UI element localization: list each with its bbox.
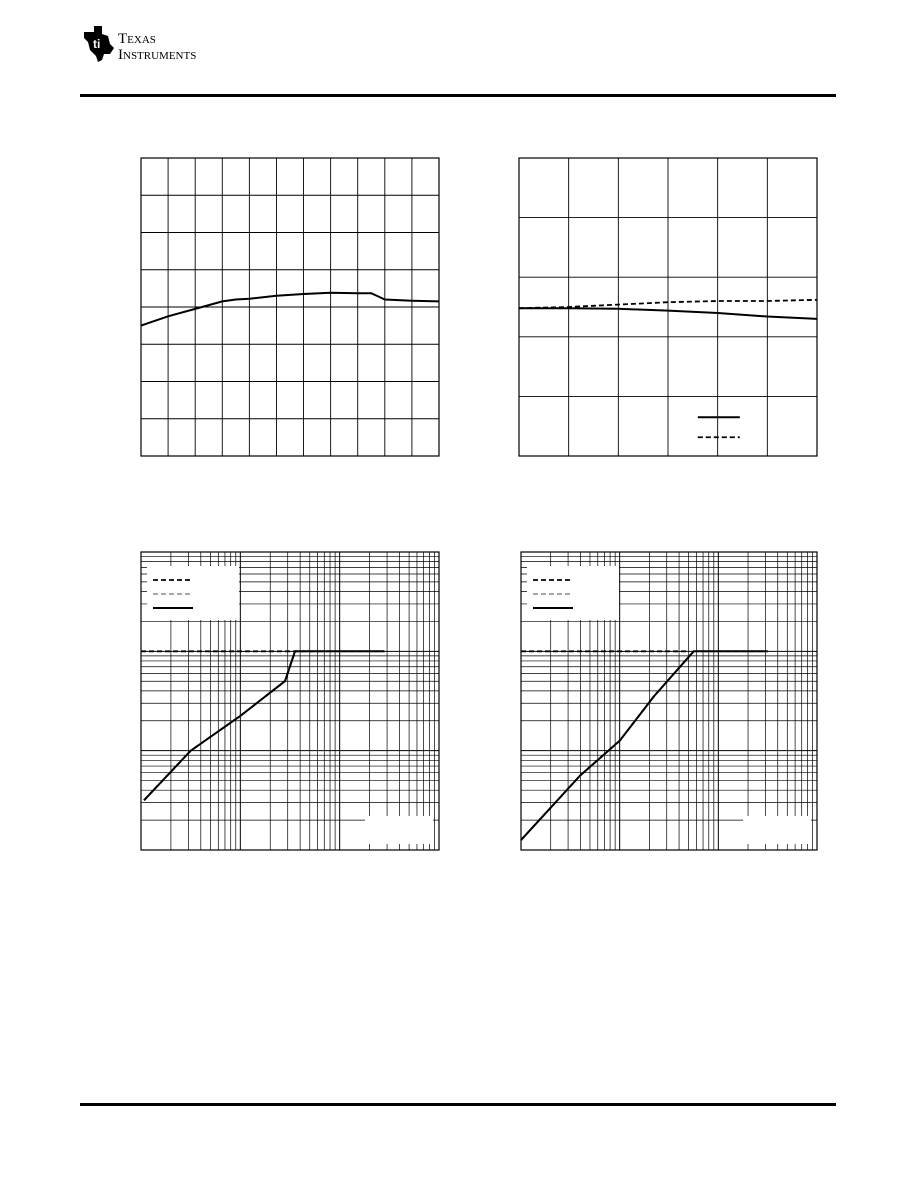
brand-line-1: Texas [118, 31, 156, 47]
series-line-3-solid [521, 651, 768, 840]
legend-box [527, 566, 619, 620]
annotation-box [743, 816, 811, 844]
texas-instruments-logo [80, 24, 230, 64]
header-rule [80, 94, 836, 97]
chart-4-log-log [521, 552, 817, 850]
series-line-1-solid [141, 293, 439, 326]
chart-1-linear [141, 158, 439, 456]
chart-3-log-log [141, 552, 439, 850]
chart-2-linear-two-series [519, 158, 817, 456]
series-line-2-dashed-gray [521, 651, 768, 840]
brand-line-2: Instruments [118, 47, 197, 63]
annotation-box [365, 816, 433, 844]
ti-glyph: ti [93, 37, 101, 51]
legend-box [147, 566, 239, 620]
footer-rule [80, 1103, 836, 1106]
